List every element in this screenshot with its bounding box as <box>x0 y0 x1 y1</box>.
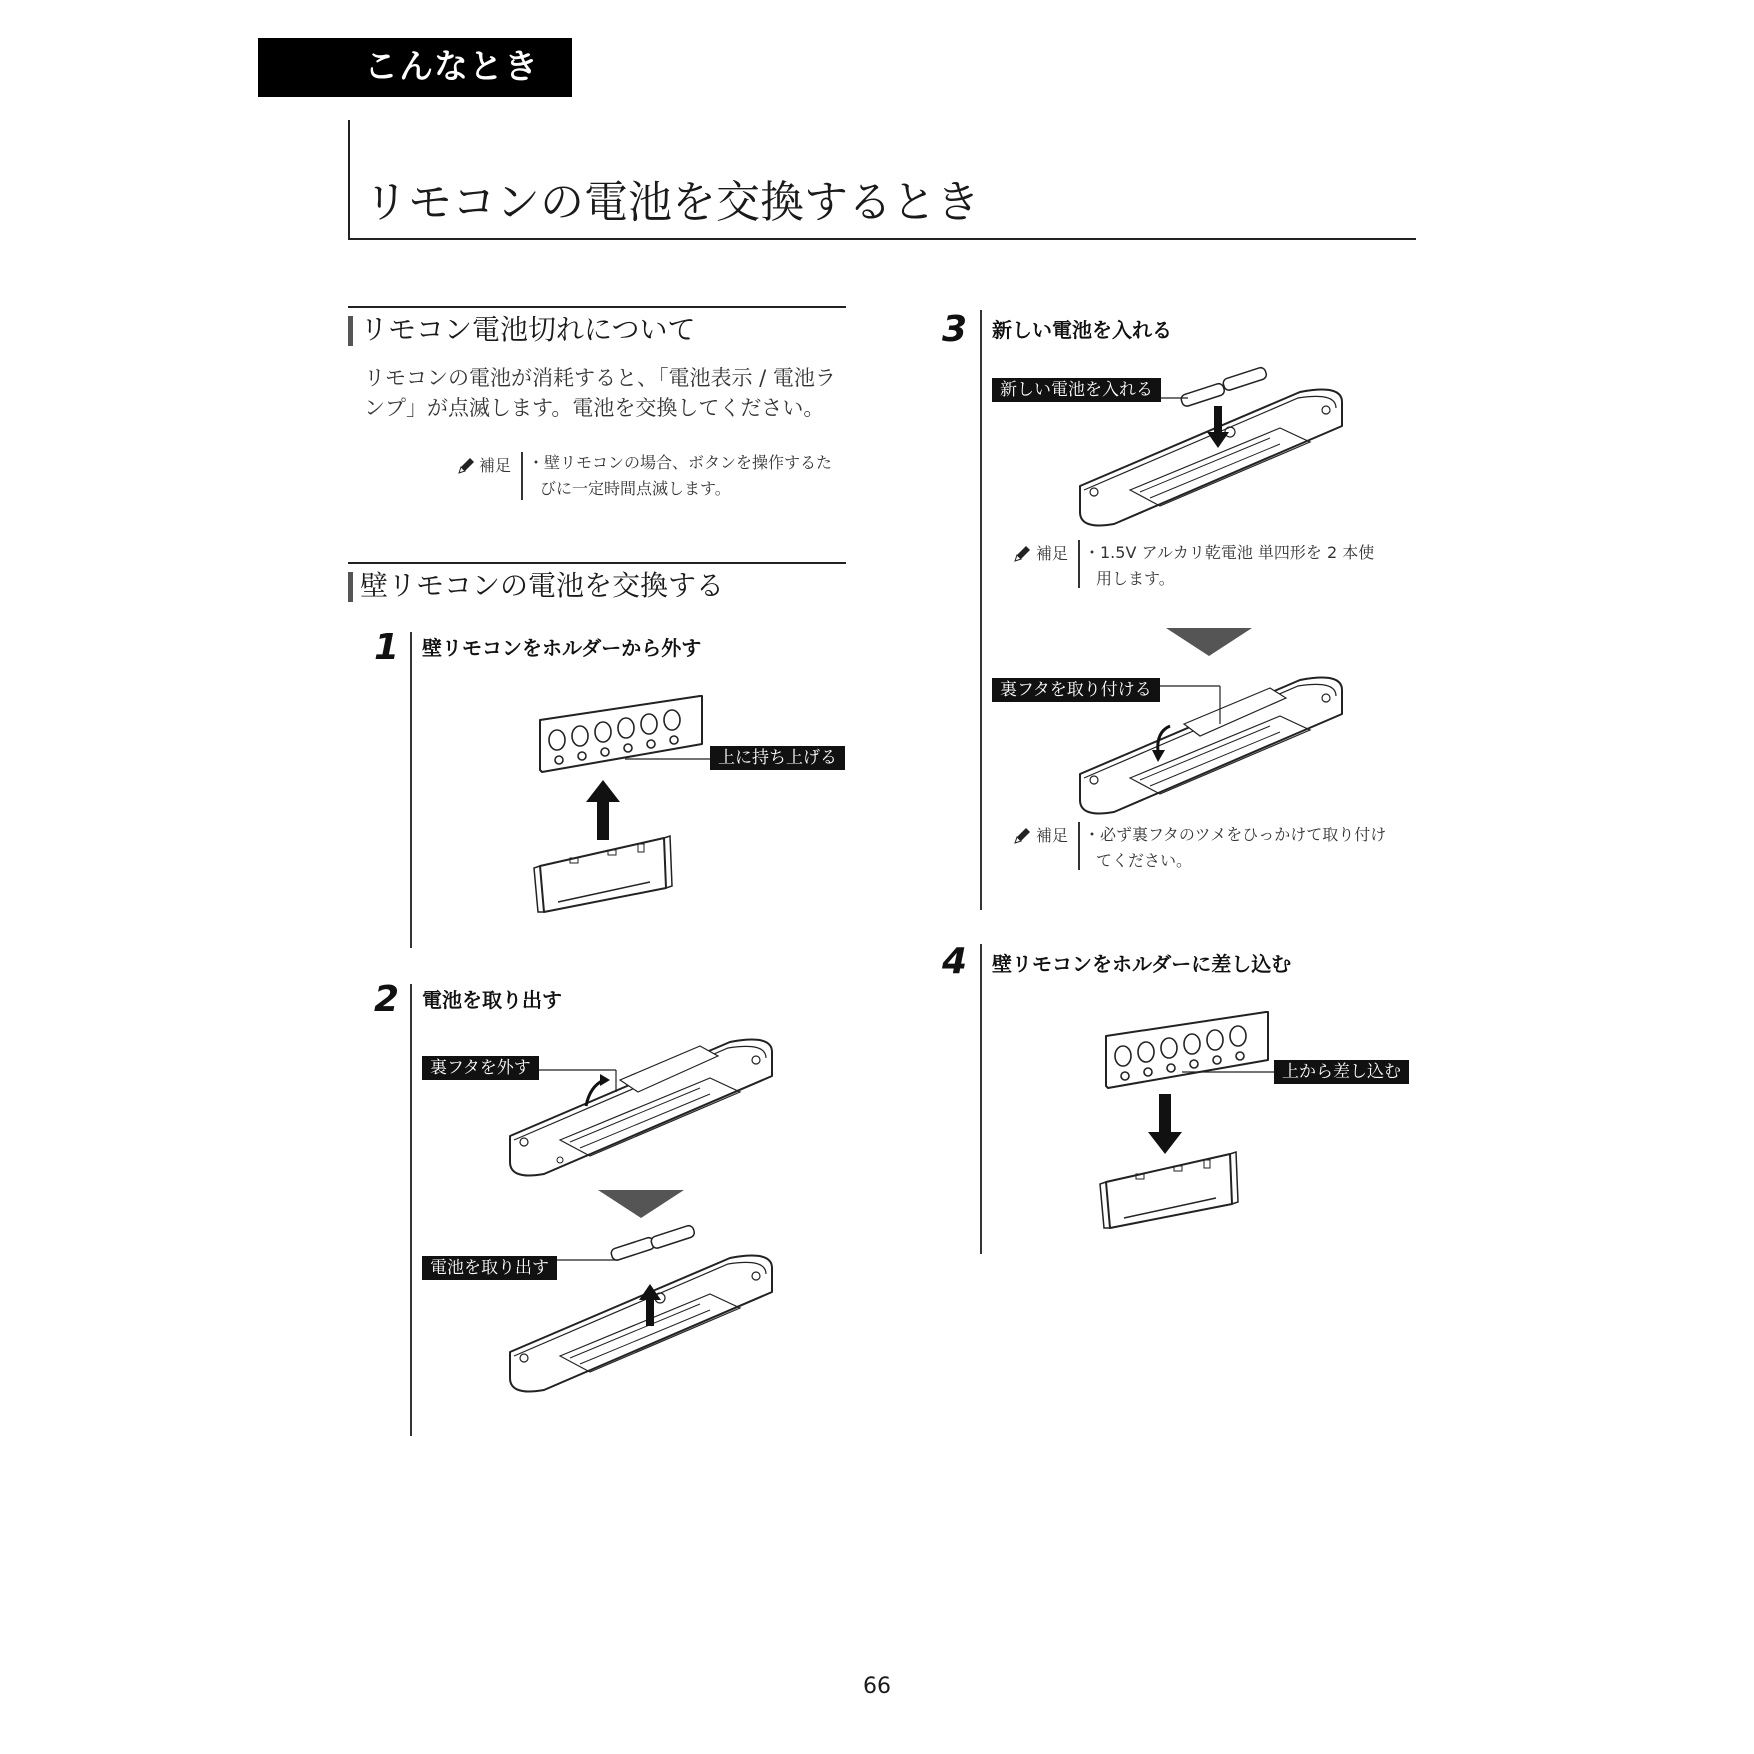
step-title: 壁リモコンをホルダーから外す <box>422 636 702 660</box>
pencil-icon <box>1012 544 1032 564</box>
arrow-up-icon <box>586 780 620 840</box>
illustration-label: 新しい電池を入れる <box>992 378 1161 402</box>
remote-insert-holder-illustration <box>1096 1006 1416 1236</box>
step-line <box>410 632 412 948</box>
title-rule-vertical <box>348 120 350 240</box>
pencil-icon <box>1012 826 1032 846</box>
section-bar <box>348 572 353 602</box>
pencil-icon <box>456 456 476 476</box>
note-bar <box>1078 822 1080 870</box>
triangle-down-icon <box>598 1190 684 1220</box>
note-text: ・壁リモコンの場合、ボタンを操作するた <box>528 453 833 472</box>
arrow-down-icon <box>1148 1094 1182 1154</box>
section-rule <box>348 562 846 564</box>
step-number: 1 <box>374 627 400 668</box>
illustration-label: 電池を取り出す <box>422 1256 557 1280</box>
illustration-label: 上から差し込む <box>1274 1060 1409 1084</box>
body-text-line: リモコンの電池が消耗すると、「電池表示 / 電池ラ <box>364 366 836 390</box>
note-text: びに一定時間点滅します。 <box>540 479 731 498</box>
section-bar <box>348 316 353 346</box>
remote-lift-illustration <box>530 690 850 920</box>
step-title: 壁リモコンをホルダーに差し込む <box>992 952 1292 976</box>
body-text-line: ンプ」が点滅します。電池を交換してください。 <box>364 396 825 420</box>
step-number: 2 <box>374 979 400 1020</box>
note-label: 補足 <box>479 456 512 475</box>
note-text: 用します。 <box>1096 569 1175 588</box>
illustration-label: 上に持ち上げる <box>710 746 845 770</box>
chapter-tag: こんなときは <box>258 38 572 97</box>
step-line <box>980 944 982 1254</box>
illustration-label: 裏フタを取り付ける <box>992 678 1160 702</box>
step-title: 電池を取り出す <box>422 988 562 1012</box>
section-title-replace: 壁リモコンの電池を交換する <box>360 569 725 602</box>
note-bar <box>521 452 523 500</box>
illustration-label: 裏フタを外す <box>422 1056 539 1080</box>
step-number: 4 <box>942 941 968 982</box>
section-title-battery-low: リモコン電池切れについて <box>360 313 696 346</box>
note-text: てください。 <box>1096 851 1193 870</box>
note-text: ・1.5V アルカリ乾電池 単四形を 2 本使 <box>1084 543 1375 562</box>
step-line <box>410 984 412 1436</box>
note-label: 補足 <box>1036 544 1069 563</box>
page-number: 66 <box>863 1674 891 1699</box>
page-title: リモコンの電池を交換するとき <box>364 177 980 228</box>
note-label: 補足 <box>1036 826 1069 845</box>
step-title: 新しい電池を入れる <box>992 318 1172 342</box>
note-text: ・必ず裏フタのツメをひっかけて取り付け <box>1084 825 1387 844</box>
note-bar <box>1078 540 1080 588</box>
triangle-down-icon <box>1166 628 1252 658</box>
step-number: 3 <box>942 309 968 350</box>
remote-back-cover-illustration <box>500 1030 790 1180</box>
step-line <box>980 310 982 910</box>
section-rule <box>348 306 846 308</box>
title-rule-horizontal <box>348 238 1416 240</box>
